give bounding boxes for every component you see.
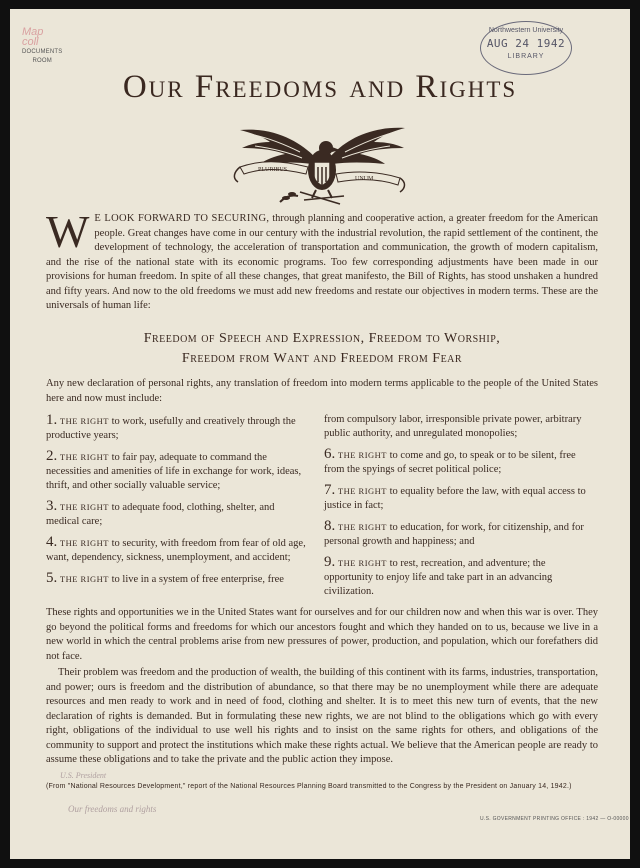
documents-room-label-2: ROOM [32, 58, 52, 64]
right-number: 3. [46, 498, 58, 514]
source-citation: (From "National Resources Development," report of the National Resources Planning Board transmitted to the Congress by the President on January 14, 1942.) [46, 783, 572, 790]
right-text: to live in a system of free enterprise, free [109, 574, 284, 585]
right-label: THE RIGHT [337, 558, 387, 568]
right-number: 6. [324, 446, 336, 462]
closing-paragraph-1: These rights and opportunities we in the United States want for ourselves and for our children now and when this war is over. They go beyond the political forms and freedoms for which our ancestors fought and which they handed on to us, because we live in a new world in which the central problems arise from new pressures of power, production, and population, which our forefathers did not face. [46, 607, 598, 662]
poster [10, 9, 630, 859]
right-number: 8. [324, 518, 336, 534]
right-text: to education, for work, for citizenship, and for personal growth and happiness; and [324, 522, 584, 547]
library-stamp [480, 21, 572, 75]
handwritten-note-2: Our freedoms and rights [68, 804, 157, 814]
right-label: THE RIGHT [337, 450, 387, 460]
right-number: 1. [46, 412, 58, 428]
eagle-emblem-icon [220, 112, 420, 212]
right-item-1 [324, 483, 586, 513]
library-stamp-university: Northwestern University [488, 27, 564, 34]
banner-text-left: PLURIBUS [258, 167, 288, 173]
library-stamp-label: LIBRARY [507, 53, 545, 60]
right-text: to rest, recreation, and adventure; the opportunity to enjoy life and take part in an advancing civilization. [324, 558, 553, 597]
intro-lead-smallcaps: E LOOK FORWARD TO SECURING, [94, 213, 270, 224]
handwritten-note-1: U.S. President [60, 771, 107, 780]
rights-column-right [324, 413, 586, 605]
rights-lead-paragraph: Any new declaration of personal rights, any translation of freedom into modern terms applicable to the people of the United States here and now must include: [46, 378, 598, 404]
right-label: THE RIGHT [59, 538, 109, 548]
page-title: Our Freedoms and Rights [122, 69, 518, 105]
right-label: THE RIGHT [337, 486, 387, 496]
handwritten-mark-1: Map [22, 26, 44, 38]
handwritten-mark-2: coll [22, 36, 39, 48]
right-text: to fair pay, adequate to command the necessities and amenities of life in exchange for work, ideas, thrift, and other socially valuable service; [46, 452, 302, 491]
right-item-2 [324, 519, 586, 549]
right-item-2 [46, 499, 308, 529]
right-text: to security, with freedom from fear of old age, want, dependency, sickness, unemployment, and accident; [46, 538, 306, 563]
documents-room-stamp [22, 27, 62, 65]
intro-text: through planning and cooperative action, a greater freedom for the American people. Great changes have come in our century with the industrial revolution, the rapid settlement of the continent, the development of technology, the acceleration of transportation and communication, the growth of modern capitalism, and the rise of the national state with its economic programs. Too few corresponding adjustments have been made in our provisions for human freedom. In spite of all these changes, that great manifesto, the Bill of Rights, has stood unshaken a hundred and fifty years. And now to the old freedoms we must add new freedoms and restate our objectives in modern terms. These are the universals of human life: [46, 213, 598, 311]
right-label: THE RIGHT [59, 574, 109, 584]
documents-room-label-1: DOCUMENTS [22, 49, 63, 55]
four-freedoms-heading-line-1: Freedom of Speech and Expression, Freedom to Worship, [143, 331, 501, 346]
right-number: 7. [324, 482, 336, 498]
right-item-1 [46, 449, 308, 493]
right-number: 4. [46, 534, 58, 550]
library-stamp-date: AUG 24 1942 [486, 37, 566, 50]
closing-section [46, 606, 598, 770]
right-item-4 [46, 571, 308, 587]
right-text: to come and go, to speak or to be silent, free from the spyings of secret political police; [324, 450, 576, 475]
right-label: THE RIGHT [337, 522, 387, 532]
right-number: 2. [46, 448, 58, 464]
right-text: to equality before the law, with equal access to justice in fact; [324, 486, 586, 511]
right-label: THE RIGHT [59, 416, 109, 426]
rights-column-left [46, 413, 308, 593]
four-freedoms-heading-line-2: Freedom from Want and Freedom from Fear [181, 351, 463, 366]
intro-paragraph [46, 206, 598, 314]
right-number: 9. [324, 554, 336, 570]
drop-cap: W [46, 206, 90, 257]
right-text: to adequate food, clothing, shelter, and medical care; [46, 502, 275, 527]
right-item-3 [46, 535, 308, 565]
right-item-5-continuation: from compulsory labor, irresponsible private power, arbitrary public authority, and unregulated monopolies; [324, 414, 582, 439]
right-number: 5. [46, 570, 58, 586]
right-item-0 [46, 413, 308, 443]
four-freedoms-heading [46, 329, 598, 369]
right-item-0 [324, 447, 586, 477]
right-text: to work, usefully and creatively through the productive years; [46, 416, 296, 441]
printer-imprint: U.S. GOVERNMENT PRINTING OFFICE : 1942 — O-00000 [480, 816, 629, 822]
right-label: THE RIGHT [59, 502, 109, 512]
closing-paragraph-2: Their problem was freedom and the production of wealth, the building of this continent with its farms, industries, transportation, and power; ours is freedom and the distribution of abundance, so that there may be no unemployment while there are adequate resources and men ready to work and in need of food, clothing and shelter. It is to meet this new turn of events, that the new declaration of rights is demanded. But in formulating these new rights, we are not blind to the obligations which go with every right, obligations of the individual to use well his rights and to insist on the same rights for others, and obligations of the community to support and protect the institutions which make these rights actual. We believe that the American people are ready to assume these obligations and to take the private and the public action they impose. [46, 667, 598, 765]
right-label: THE RIGHT [59, 452, 109, 462]
banner-text-right: UNUM [355, 176, 374, 182]
right-item-3 [324, 555, 586, 599]
